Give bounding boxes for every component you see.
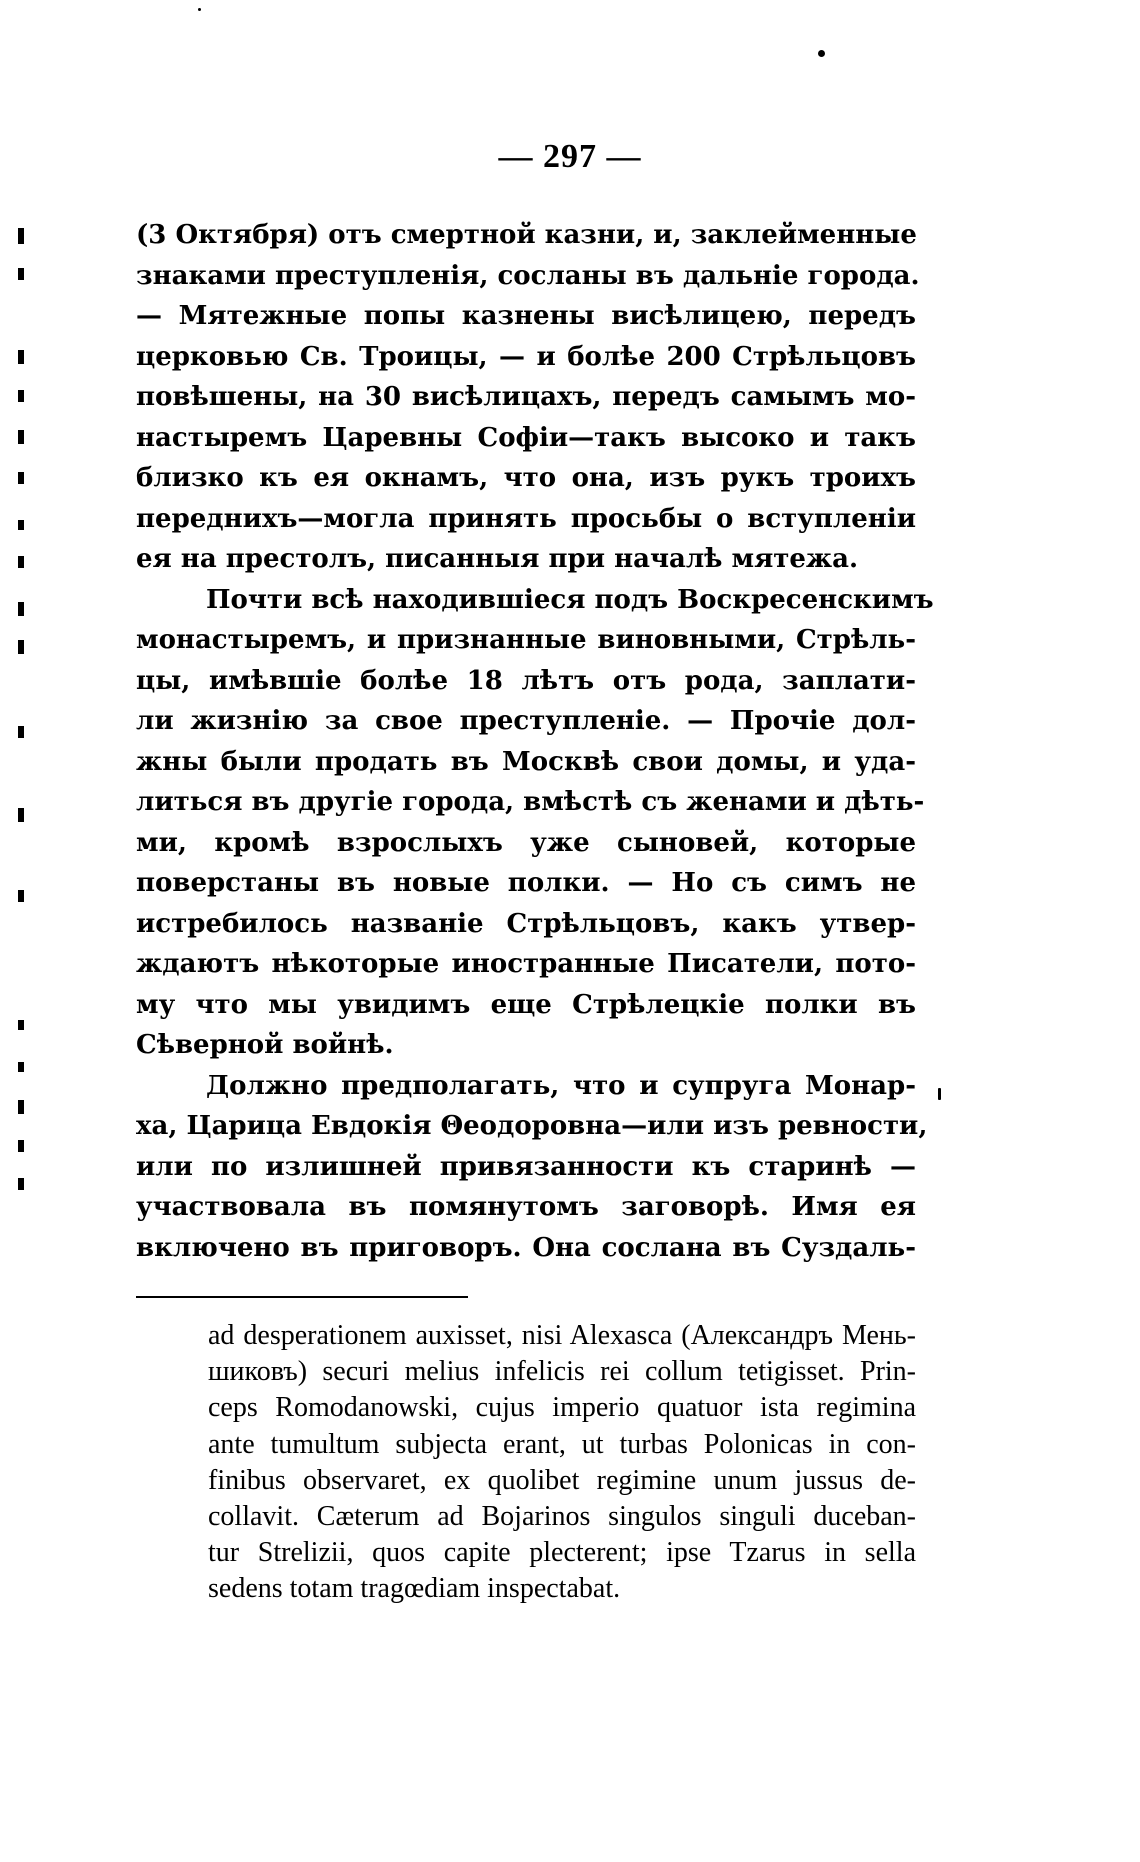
- text-line: монастыремъ, и признанные виновными, Стрѣль-: [136, 625, 916, 655]
- margin-mark: [18, 726, 24, 738]
- margin-mark: [18, 1178, 24, 1190]
- footnote-line: ante tumultum subjecta erant, ut turbas Polonicas in con-: [208, 1428, 916, 1460]
- footnote-line: finibus observaret, ex quolibet regimine unum jussus de-: [208, 1464, 916, 1496]
- footnote-line: ceps Romodanowski, cujus imperio quatuor ista regimina: [208, 1392, 916, 1424]
- text-line: переднихъ—могла принять просьбы о вступленіи: [136, 503, 916, 534]
- text-line: литься въ другіе города, вмѣстѣ съ женами и дѣть-: [136, 787, 925, 817]
- scan-speck: [198, 8, 201, 11]
- text-line: Сѣверной войнѣ.: [136, 1030, 394, 1060]
- margin-mark: [18, 228, 24, 244]
- page-number: — 297 —: [498, 138, 642, 175]
- scan-speck: [938, 1088, 941, 1100]
- text-line: ждаютъ нѣкоторые иностранные Писатели, пото-: [136, 949, 916, 979]
- scan-speck: [818, 50, 825, 57]
- margin-mark: [18, 1020, 24, 1030]
- margin-mark: [18, 390, 24, 402]
- text-line: знаками преступленія, сосланы въ дальніе города.: [136, 260, 920, 291]
- text-line: ми, кромѣ взрослыхъ уже сыновей, которые: [136, 827, 916, 858]
- text-line: поверстаны въ новые полки. — Но съ симъ не: [136, 868, 916, 898]
- paragraph-start-line: Должно предполагать, что и супруга Монар-: [206, 1070, 916, 1101]
- footnote-line: tur Strelizii, quos capite plecterent; ipse Tzarus in sella: [208, 1537, 916, 1569]
- margin-mark: [18, 520, 24, 530]
- text-line: ли жизнію за свое преступленіе. — Прочіе дол-: [136, 706, 916, 736]
- text-line: близко къ ея окнамъ, что она, изъ рукъ троихъ: [136, 463, 916, 493]
- text-line: или по излишней привязанности къ старинѣ —: [136, 1151, 916, 1182]
- text-line: церковью Св. Троицы, — и болѣе 200 Стрѣльцовъ: [136, 341, 916, 372]
- margin-mark: [18, 430, 24, 444]
- margin-mark: [18, 268, 24, 280]
- margin-mark: [18, 640, 24, 654]
- footnote: [208, 1318, 916, 1608]
- text-line: настыремъ Царевны Софіи—такъ высоко и такъ: [136, 422, 916, 453]
- text-line: повѣшены, на 30 висѣлицахъ, передъ самымъ мо-: [136, 382, 916, 412]
- margin-mark: [18, 350, 24, 364]
- text-line: ха, Царица Евдокія Θеодоровна—или изъ ревности,: [136, 1111, 928, 1141]
- text-line: истребилось названіе Стрѣльцовъ, какъ утвер-: [136, 908, 916, 939]
- footnote-line: шиковъ) securi melius infelicis rei collum tetigisset. Prin-: [208, 1356, 916, 1388]
- margin-mark: [18, 1100, 24, 1114]
- main-text: [136, 215, 934, 1268]
- text-line: участвовала въ помянутомъ заговорѣ. Имя ея: [136, 1192, 916, 1222]
- footnote-line: sedens totam tragœdiam inspectabat.: [208, 1573, 621, 1605]
- margin-mark: [18, 602, 24, 616]
- text-line: му что мы увидимъ еще Стрѣлецкіе полки въ: [136, 989, 916, 1020]
- paragraph-start-line: Почти всѣ находившіеся подъ Воскресенскимъ: [206, 584, 934, 615]
- footnote-line: ad desperationem auxisset, nisi Alexasca (Александръ Мень-: [208, 1320, 916, 1351]
- margin-mark: [18, 1062, 24, 1072]
- margin-mark: [18, 472, 24, 484]
- text-line: жны были продать въ Москвѣ свои домы, и уда-: [136, 746, 916, 777]
- footnote-line: collavit. Cæterum ad Bojarinos singulos singuli duceban-: [208, 1500, 916, 1532]
- text-line: включено въ приговоръ. Она сослана въ Суздаль-: [136, 1232, 916, 1263]
- text-line: — Мятежные попы казнены висѣлицею, передъ: [136, 301, 916, 331]
- text-line: ея на престолъ, писанныя при началѣ мятежа.: [136, 544, 859, 574]
- margin-mark: [18, 890, 24, 902]
- footnote-divider: [136, 1296, 468, 1298]
- text-line: цы, имѣвшіе болѣе 18 лѣтъ отъ рода, заплати-: [136, 665, 916, 696]
- margin-mark: [18, 1140, 24, 1152]
- margin-mark: [18, 808, 24, 822]
- text-line: (3 Октября) отъ смертной казни, и, заклейменные: [136, 220, 917, 250]
- margin-mark: [18, 556, 24, 568]
